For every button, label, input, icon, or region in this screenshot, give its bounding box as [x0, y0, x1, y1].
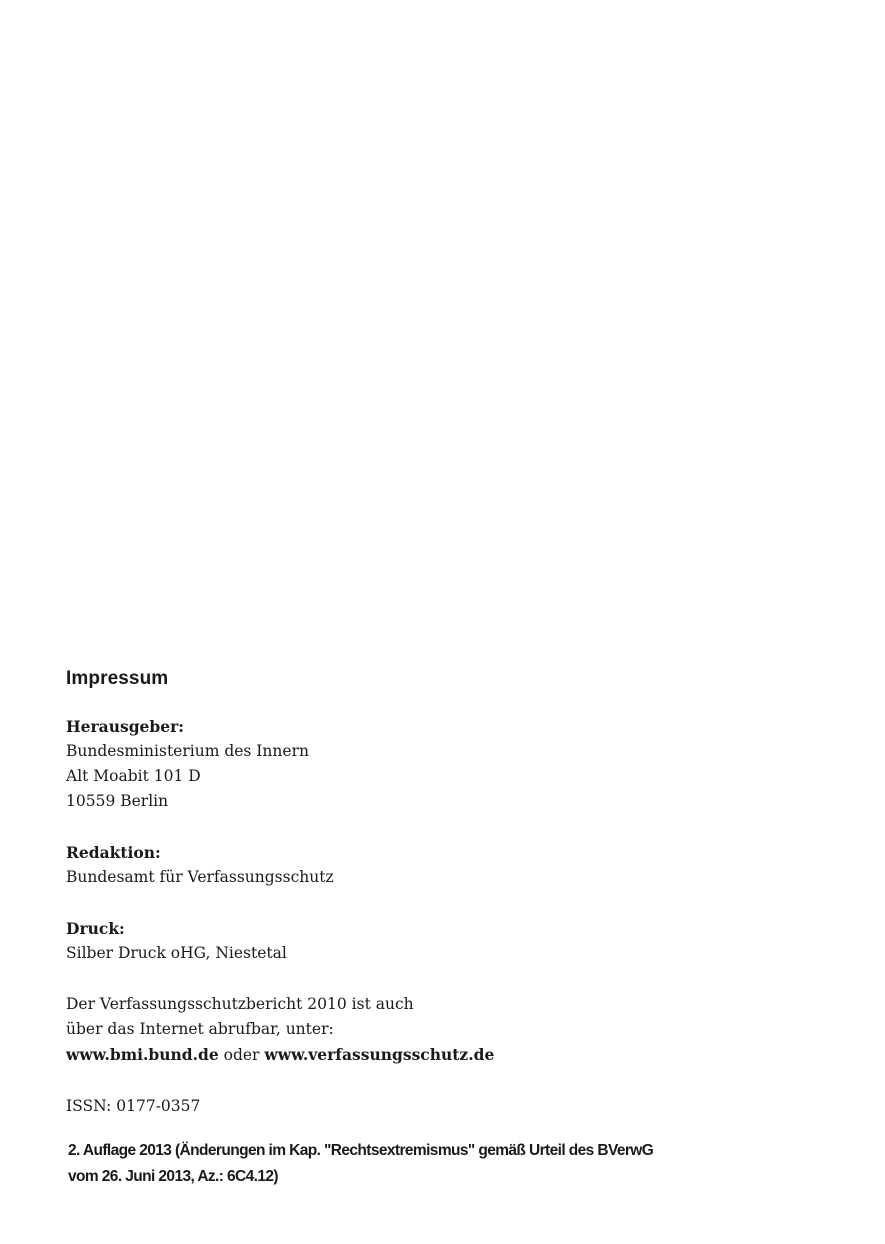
editorial-section: [66, 840, 846, 890]
issn-number: ISSN: 0177-0357: [66, 1097, 201, 1115]
publisher-city: 10559 Berlin: [66, 792, 169, 810]
online-line-1: Der Verfassungsschutzbericht 2010 ist auch: [66, 995, 414, 1013]
edition-line-2: vom 26. Juni 2013, Az.: 6C4.12): [68, 1168, 278, 1185]
bmi-link[interactable]: www.bmi.bund.de: [66, 1045, 219, 1064]
online-section: [66, 992, 846, 1068]
verfassungsschutz-link[interactable]: www.verfassungsschutz.de: [264, 1045, 495, 1064]
publisher-label: Herausgeber:: [66, 717, 184, 736]
editorial-label: Redaktion:: [66, 843, 161, 862]
print-name: Silber Druck oHG, Niestetal: [66, 944, 287, 962]
link-connector: oder: [218, 1046, 265, 1064]
edition-line-1: 2. Auflage 2013 (Änderungen im Kap. "Rechtsextremismus" gemäß Urteil des BVerwG: [68, 1142, 654, 1159]
issn-section: [66, 1094, 846, 1119]
edition-note: [68, 1138, 848, 1190]
publisher-section: [66, 714, 846, 814]
print-section: [66, 916, 846, 966]
online-links: [66, 1042, 846, 1068]
online-line-2: über das Internet abrufbar, unter:: [66, 1020, 334, 1038]
imprint-title: Impressum: [66, 668, 169, 689]
editorial-name: Bundesamt für Verfassungsschutz: [66, 868, 334, 886]
publisher-name: Bundesministerium des Innern: [66, 742, 309, 760]
print-label: Druck:: [66, 919, 125, 938]
publisher-street: Alt Moabit 101 D: [66, 767, 201, 785]
imprint-block: [66, 666, 846, 1145]
